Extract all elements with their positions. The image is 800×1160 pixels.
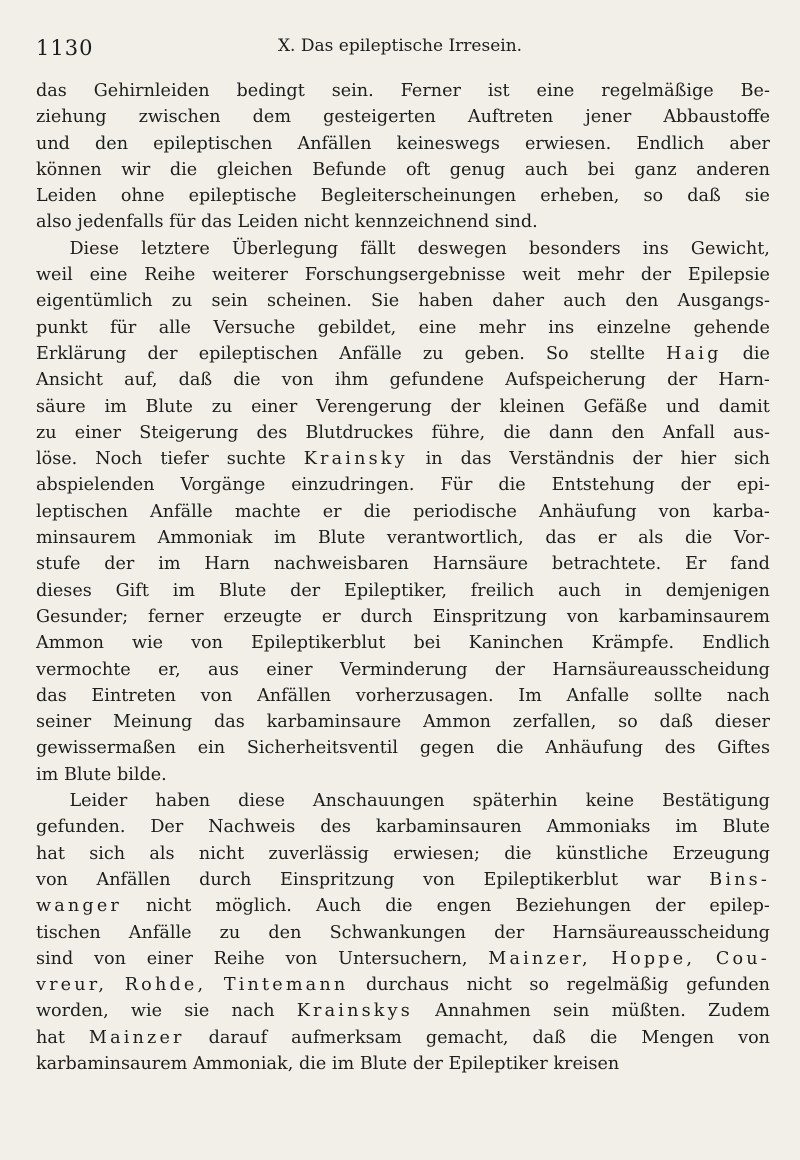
text-line: vreur, Rohde, Tintemann durchaus nicht so regelmäßig gefunden bbox=[36, 975, 770, 996]
text-line: minsaurem Ammoniak im Blute verantwortlich, das er als die Vor- bbox=[36, 528, 770, 549]
page-number: 1130 bbox=[36, 36, 94, 60]
text-line: Gesunder; ferner erzeugte er durch Einspritzung von karbaminsaurem bbox=[36, 606, 770, 627]
paragraph bbox=[36, 788, 770, 1077]
paragraph bbox=[36, 78, 770, 236]
text-line: das Gehirnleiden bedingt sein. Ferner ist eine regelmäßige Be- bbox=[36, 81, 770, 101]
text-line: von Anfällen durch Einspritzung von Epileptikerblut war Bins- bbox=[36, 869, 770, 890]
text-line: Diese letztere Überlegung fällt deswegen besonders ins Gewicht, bbox=[69, 238, 770, 259]
text-line: eigentümlich zu sein scheinen. Sie haben daher auch den Ausgangs- bbox=[36, 291, 770, 312]
text-line: ziehung zwischen dem gesteigerten Auftreten jener Abbaustoffe bbox=[36, 107, 770, 128]
text-line: karbaminsaurem Ammoniak, die im Blute der Epileptiker kreisen bbox=[36, 1053, 620, 1074]
text-line: zu einer Steigerung des Blutdruckes führe, die dann den Anfall aus- bbox=[36, 422, 770, 443]
text-line: punkt für alle Versuche gebildet, eine mehr ins einzelne gehende bbox=[36, 317, 770, 338]
text-line: vermochte er, aus einer Verminderung der Harnsäureausscheidung bbox=[36, 659, 770, 680]
text-line: Erklärung der epileptischen Anfälle zu geben. So stellte Haig die bbox=[36, 343, 770, 364]
text-line: säure im Blute zu einer Verengerung der kleinen Gefäße und damit bbox=[36, 396, 770, 417]
text-line: hat Mainzer darauf aufmerksam gemacht, daß die Mengen von bbox=[36, 1027, 770, 1048]
text-line: worden, wie sie nach Krainskys Annahmen sein müßten. Zudem bbox=[36, 1001, 770, 1022]
text-line: löse. Noch tiefer suchte Krainsky in das Verständnis der hier sich bbox=[36, 449, 770, 470]
text-line: leptischen Anfälle machte er die periodische Anhäufung von karba- bbox=[36, 501, 770, 522]
text-line: und den epileptischen Anfällen keineswegs erwiesen. Endlich aber bbox=[36, 133, 770, 154]
text-line: im Blute bilde. bbox=[36, 764, 167, 785]
text-line: weil eine Reihe weiterer Forschungsergebnisse weit mehr der Epilepsie bbox=[36, 265, 770, 286]
text-line: hat sich als nicht zuverlässig erwiesen; die künstliche Erzeugung bbox=[36, 843, 770, 864]
text-line: Ammon wie von Epileptikerblut bei Kaninchen Krämpfe. Endlich bbox=[36, 633, 770, 654]
text-line: Leiden ohne epileptische Begleiterscheinungen erheben, so daß sie bbox=[36, 186, 770, 207]
paragraph bbox=[36, 236, 770, 788]
text-line: tischen Anfälle zu den Schwankungen der Harnsäureausscheidung bbox=[36, 922, 770, 943]
body-text bbox=[36, 78, 770, 1077]
text-line: dieses Gift im Blute der Epileptiker, freilich auch in demjenigen bbox=[36, 580, 770, 601]
text-line: abspielenden Vorgänge einzudringen. Für die Entstehung der epi- bbox=[36, 475, 770, 496]
text-line: sind von einer Reihe von Untersuchern, Mainzer, Hoppe, Cou- bbox=[36, 948, 770, 969]
text-line: gewissermaßen ein Sicherheitsventil gegen die Anhäufung des Giftes bbox=[36, 738, 770, 759]
text-line: können wir die gleichen Befunde oft genug auch bei ganz anderen bbox=[36, 159, 770, 180]
text-line: stufe der im Harn nachweisbaren Harnsäure betrachtete. Er fand bbox=[36, 554, 770, 575]
running-head: X. Das epileptische Irresein. bbox=[277, 36, 523, 56]
page-header bbox=[36, 36, 764, 60]
text-line: Ansicht auf, daß die von ihm gefundene Aufspeicherung der Harn- bbox=[36, 370, 770, 391]
text-line: also jedenfalls für das Leiden nicht kennzeichnend sind. bbox=[36, 212, 538, 233]
text-line: Leider haben diese Anschauungen späterhin keine Bestätigung bbox=[69, 791, 770, 812]
text-line: gefunden. Der Nachweis des karbaminsauren Ammoniaks im Blute bbox=[36, 817, 770, 838]
text-line: seiner Meinung das karbaminsaure Ammon zerfallen, so daß dieser bbox=[36, 712, 770, 733]
text-line: das Eintreten von Anfällen vorherzusagen. Im Anfalle sollte nach bbox=[36, 685, 770, 706]
text-line: wanger nicht möglich. Auch die engen Beziehungen der epilep- bbox=[36, 896, 770, 917]
